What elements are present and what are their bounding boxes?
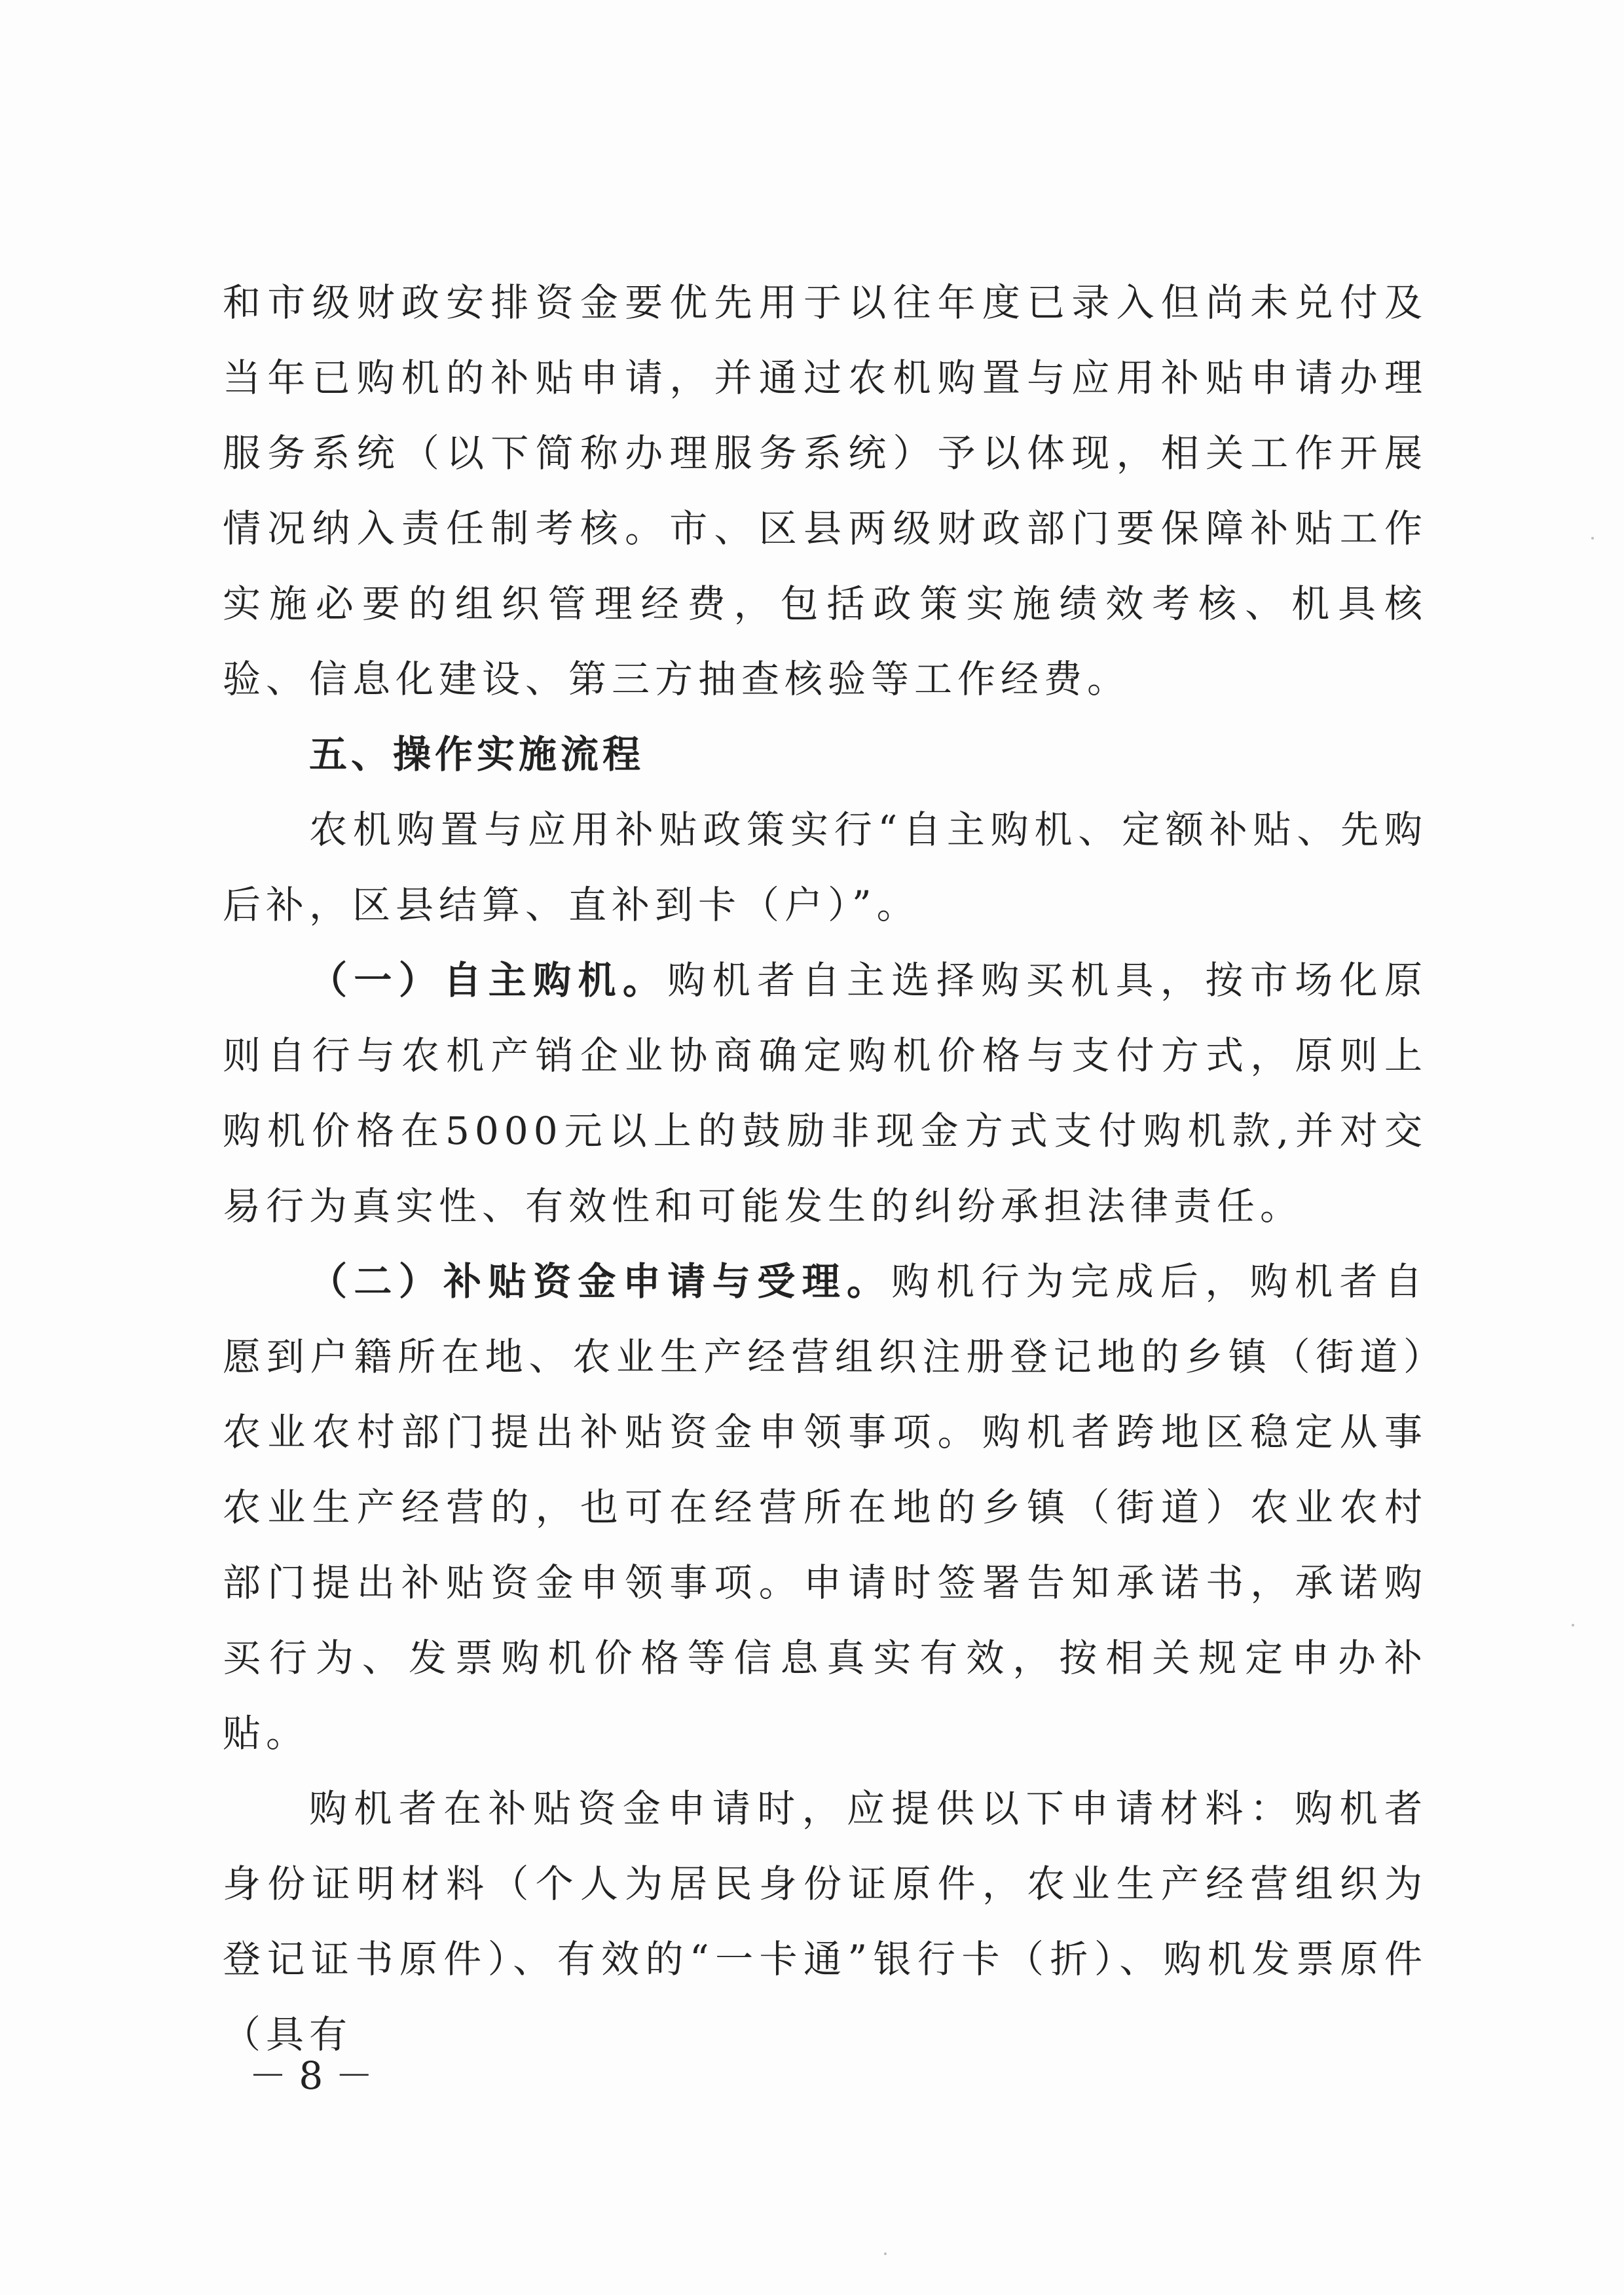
scan-speck xyxy=(1591,537,1594,540)
scan-speck xyxy=(884,2252,887,2255)
paragraph-policy-intro: 农机购置与应用补贴政策实行“自主购机、定额补贴、先购后补，区县结算、直补到卡（户）”。 xyxy=(223,807,1428,927)
document-body xyxy=(223,265,1428,2072)
item-text-independent-purchase: 购机者自主选择购买机具，按市场化原则自行与农机产销企业协商确定购机价格与支付方式，原则上购机价格在5000元以上的鼓励非现金方式支付购机款,并对交易行为真实性、有效性和可能发生的纠纷承担法律责任。 xyxy=(223,958,1428,1228)
paragraph-continued-funding: 和市级财政安排资金要优先用于以往年度已录入但尚未兑付及当年已购机的补贴申请，并通过农机购置与应用补贴申请办理服务系统（以下简称办理服务系统）予以体现，相关工作开展情况纳入责任制考核。市、区县两级财政部门要保障补贴工作实施必要的组织管理经费，包括政策实施绩效考核、机具核验、信息化建设、第三方抽查核验等工作经费。 xyxy=(223,280,1428,701)
item-lead-subsidy-application: （二）补贴资金申请与受理。 xyxy=(309,1259,892,1304)
paragraph-independent-purchase xyxy=(223,943,1428,1244)
scan-speck xyxy=(1572,1624,1574,1626)
page-number: － 8 － xyxy=(249,2053,373,2098)
item-lead-independent-purchase: （一）自主购机。 xyxy=(309,958,668,1002)
section-heading-operation-process: 五、操作实施流程 xyxy=(309,732,645,777)
paragraph-subsidy-application xyxy=(223,1244,1428,1771)
item-text-subsidy-application: 购机行为完成后，购机者自愿到户籍所在地、农业生产经营组织注册登记地的乡镇（街道）农业农村部门提出补贴资金申领事项。购机者跨地区稳定从事农业生产经营的，也可在经营所在地的乡镇（街道）农业农村部门提出补贴资金申领事项。申请时签署告知承诺书，承诺购买行为、发票购机价格等信息真实有效，按相关规定申办补贴。 xyxy=(223,1259,1428,1755)
paragraph-application-materials: 购机者在补贴资金申请时，应提供以下申请材料：购机者身份证明材料（个人为居民身份证原件，农业生产经营组织为登记证书原件）、有效的“一卡通”银行卡（折）、购机发票原件（具有 xyxy=(223,1786,1428,2057)
